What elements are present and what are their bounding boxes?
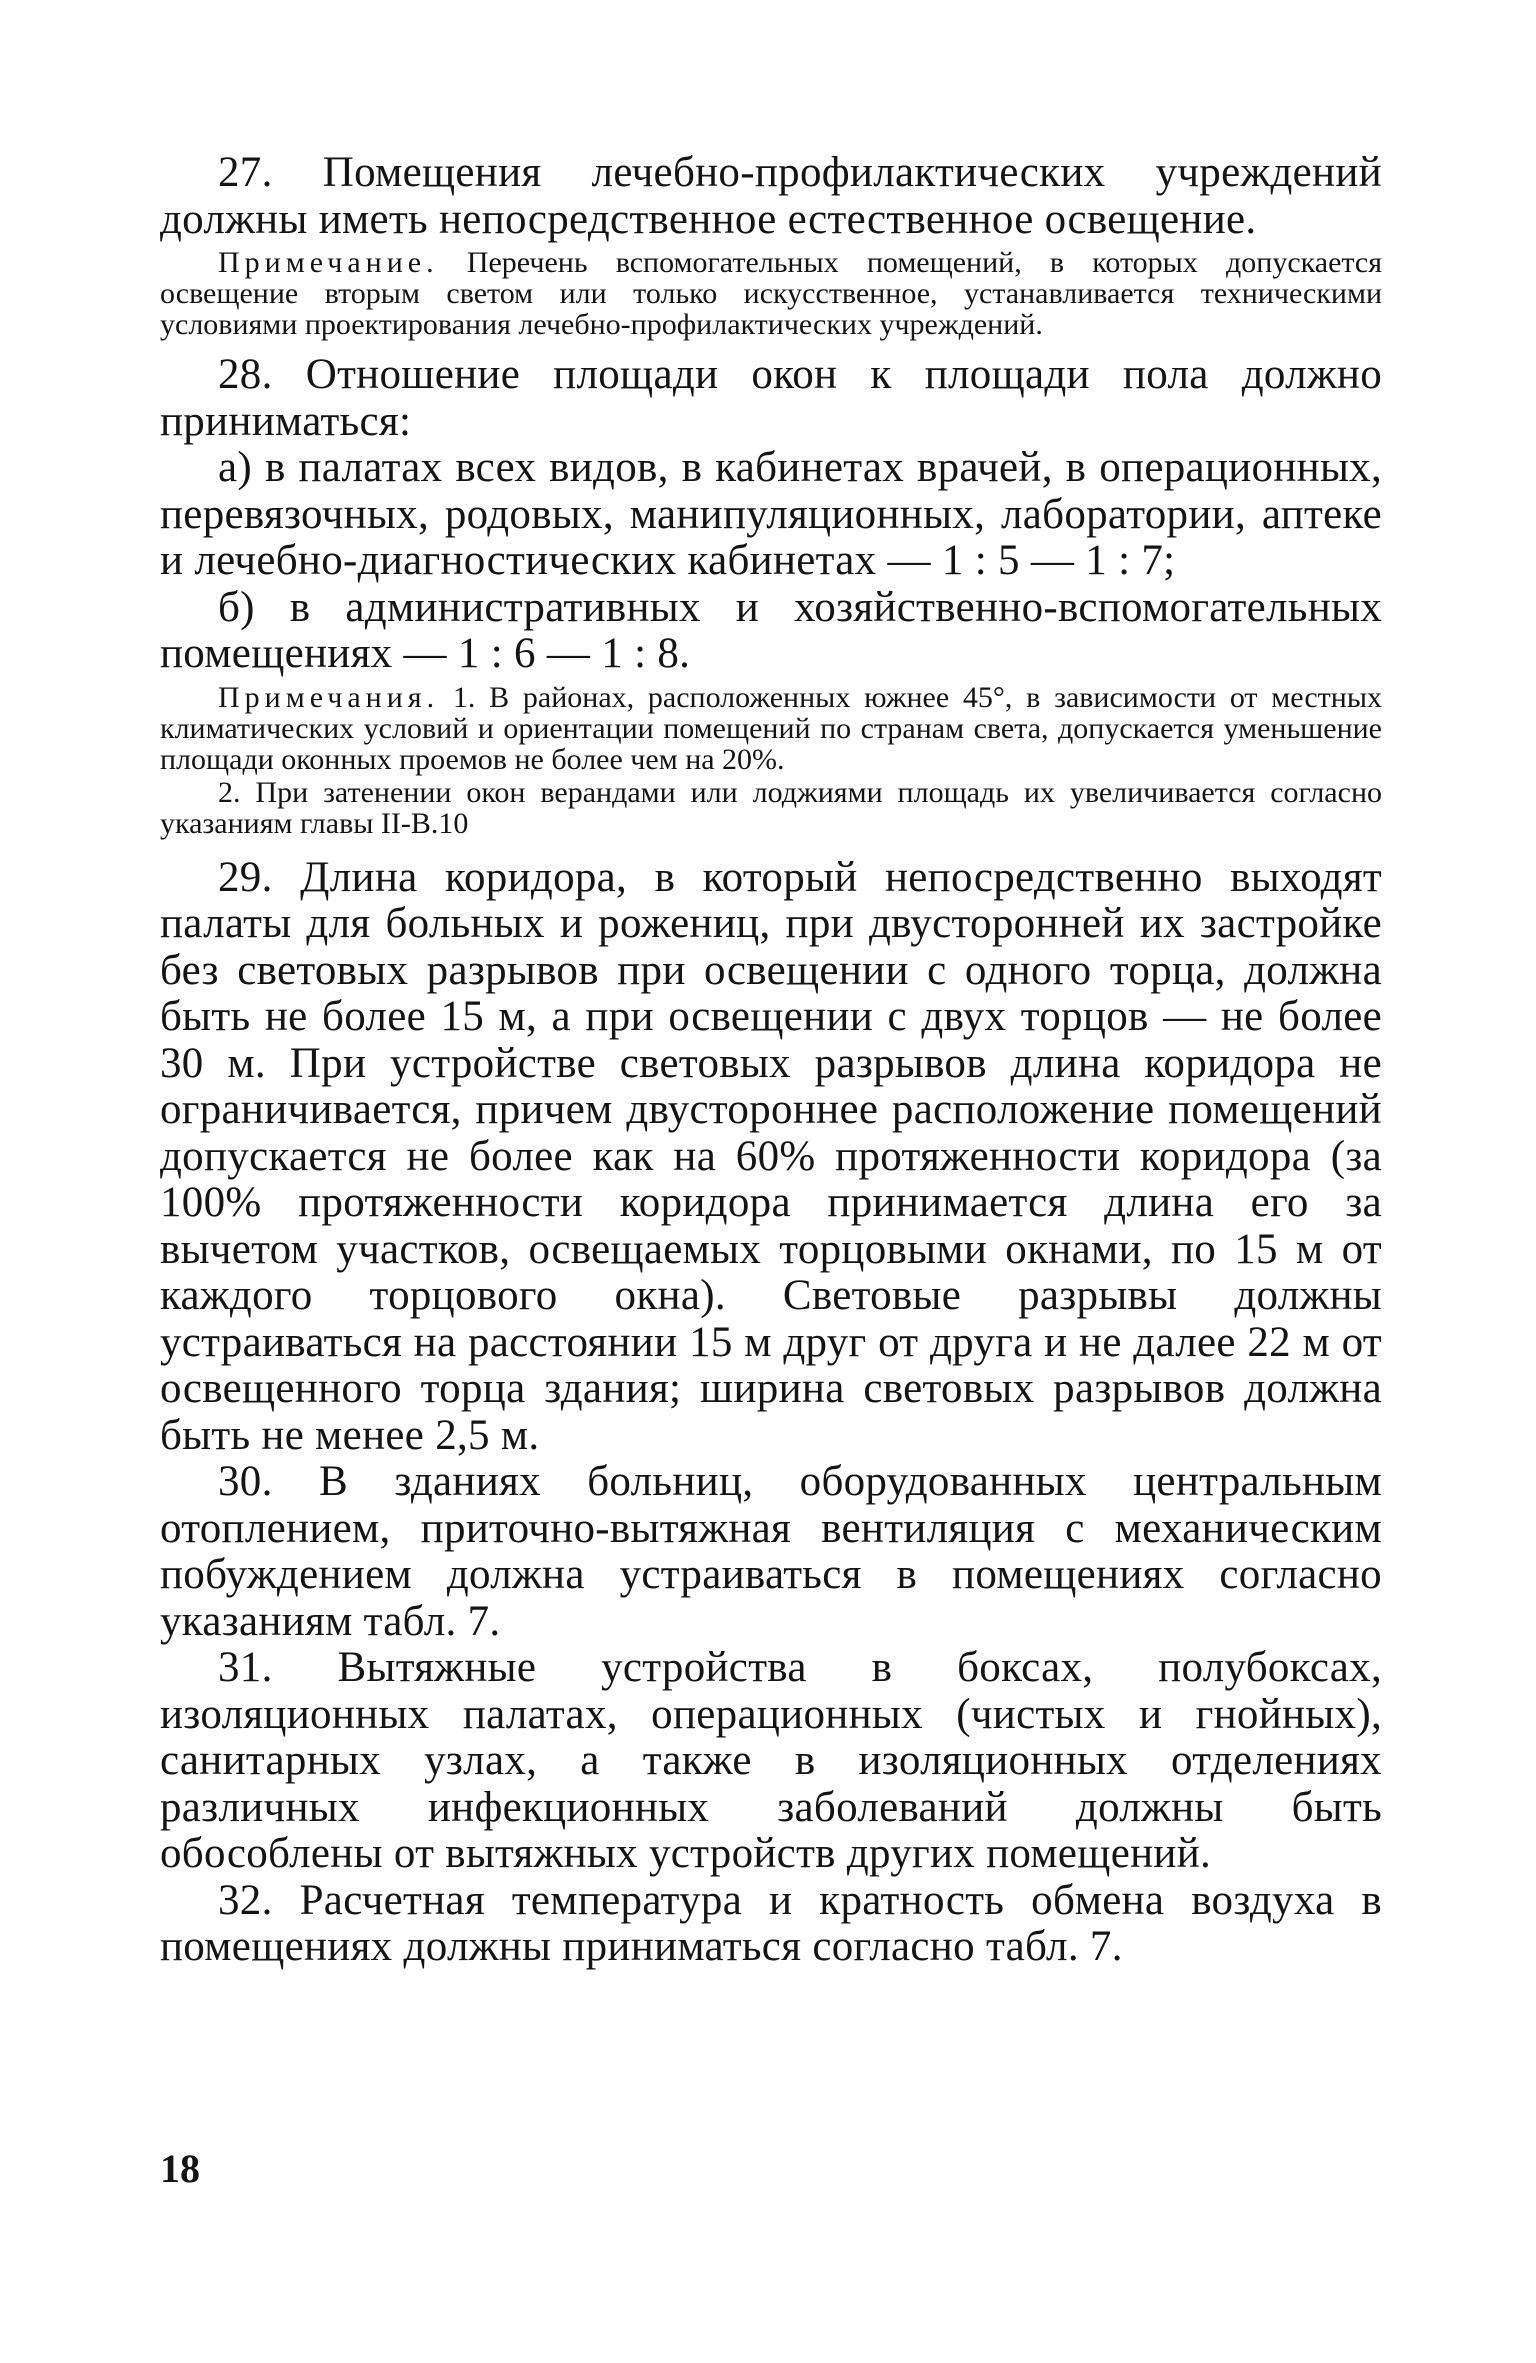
notes-label: Примечания.	[218, 680, 440, 714]
note-27	[160, 247, 1382, 340]
document-page	[160, 150, 1382, 1971]
paragraph-28: 28. Отношение площади окон к площади пола должно приниматься:	[160, 351, 1382, 445]
paragraph-30: 30. В зданиях больниц, оборудованных центральным отоплением, приточно-вытяжная вентиляция с механическим побуждением должна устраиваться в помещениях согласно указаниям табл. 7.	[160, 1458, 1382, 1645]
page-number: 18	[160, 2146, 200, 2191]
paragraph-31: 31. Вытяжные устройства в боксах, полубоксах, изоляционных палатах, операционных (чистых и гнойных), санитарных узлах, а также в изоляционных отделениях различных инфекционных заболеваний должны быть обособлены от вытяжных устройств других помещений.	[160, 1644, 1382, 1877]
note-label: Примечание.	[218, 246, 439, 279]
paragraph-29: 29. Длина коридора, в который непосредственно выходят палаты для больных и рожениц, при двусторонней их застройке без световых разрывов при освещении с одного торца, должна быть не более 15 м, а при освещении с двух торцов — не более 30 м. При устройстве световых разрывов длина коридора не ограничивается, причем двустороннее расположение помещений допускается не более как на 60% протяженности коридора (за 100% протяженности коридора принимается длина его за вычетом участков, освещаемых торцовыми окнами, по 15 м от каждого торцового окна). Световые разрывы должны устраиваться на расстоянии 15 м друг от друга и не далее 22 м от освещенного торца здания; ширина световых разрывов должна быть не менее 2,5 м.	[160, 853, 1382, 1459]
note-28-2: 2. При затенении окон верандами или лоджиями площадь их увеличивается согласно указаниям главы II-В.10	[160, 775, 1382, 840]
paragraph-28-item-b: б) в административных и хозяйственно-вспомогательных помещениях — 1 : 6 — 1 : 8.	[160, 583, 1382, 677]
paragraph-28-item-a: а) в палатах всех видов, в кабинетах врачей, в операционных, перевязочных, родовых, манипуляционных, лаборатории, аптеке и лечебно-диагностических кабинетах — 1 : 5 — 1 : 7;	[160, 444, 1382, 584]
paragraph-32: 32. Расчетная температура и кратность обмена воздуха в помещениях должны приниматься согласно табл. 7.	[160, 1876, 1382, 1970]
note-text: Перечень вспомогательных помещений, в которых допускается освещение вторым светом или только искусственное, устанавливается техническими условиями проектирования лечебно-профилактических учреждений.	[160, 246, 1382, 341]
paragraph-27: 27. Помещения лечебно-профилактических учреждений должны иметь непосредственное естественное освещение.	[160, 149, 1382, 243]
note-28-1	[160, 682, 1382, 775]
note-1-text: 1. В районах, расположенных южнее 45°, в зависимости от местных климатических условий и ориентации помещений по странам света, допускается уменьшение площади оконных проемов не более чем на 20%.	[160, 680, 1382, 776]
